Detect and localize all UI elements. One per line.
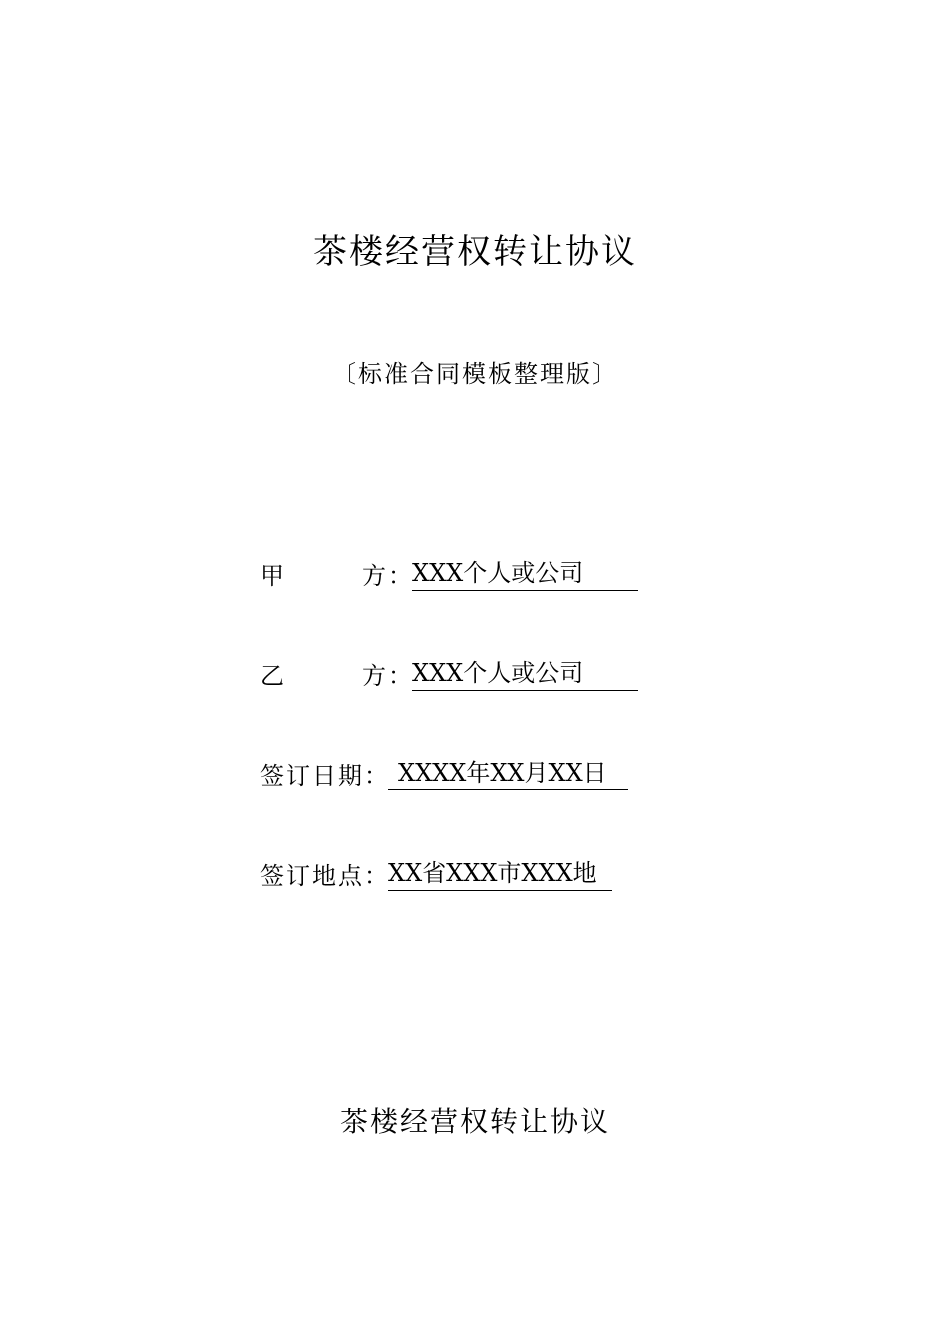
cover-subtitle: 〔标准合同模板整理版〕	[332, 360, 618, 388]
party-a-label: 甲 方	[260, 562, 388, 590]
signing-place-field	[260, 856, 612, 896]
signing-place-label: 签订地点	[260, 862, 364, 890]
signing-place-colon: ：	[364, 862, 388, 890]
signing-date-label: 签订日期	[260, 762, 364, 790]
party-b-colon: ：	[388, 662, 412, 690]
signing-place-value: XX省XXX市XXX地	[388, 856, 612, 891]
body-title: 茶楼经营权转让协议	[339, 1105, 610, 1138]
party-b-field	[260, 656, 638, 696]
signing-date-field	[260, 756, 628, 796]
cover-title: 茶楼经营权转让协议	[313, 232, 637, 272]
party-a-value: XXX个人或公司	[412, 556, 638, 591]
party-a-colon: ：	[388, 562, 412, 590]
signing-date-colon: ：	[364, 762, 388, 790]
party-a-field	[260, 556, 638, 596]
party-b-label: 乙 方	[260, 662, 388, 690]
signing-date-value: XXXX年XX月XX日	[388, 756, 628, 790]
party-b-value: XXX个人或公司	[412, 656, 638, 691]
